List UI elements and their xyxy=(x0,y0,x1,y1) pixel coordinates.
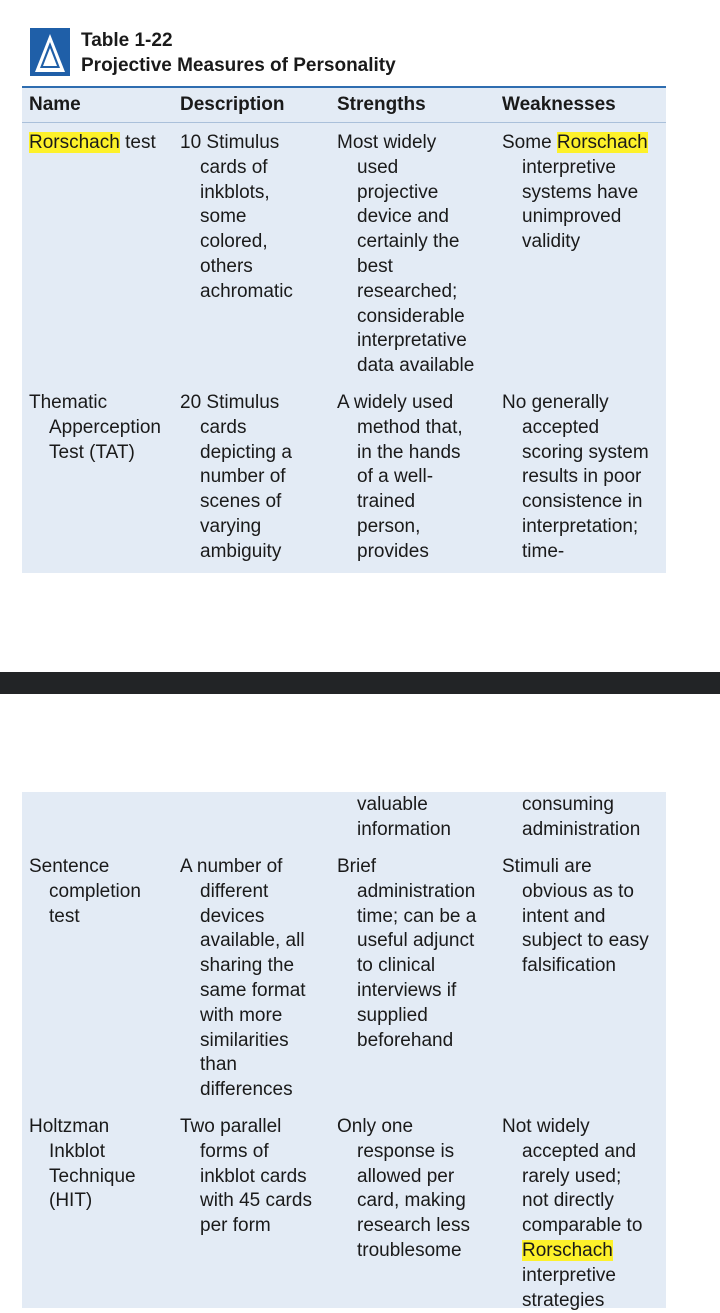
row-rorschach-weaknesses: Some Rorschach interpretive systems have unimproved validity xyxy=(502,132,648,253)
row-sentence-strengths: Brief administration time; can be a useful adjunct to clinical interviews if supplied beforehand xyxy=(337,856,477,1051)
row-rorschach-description: 10 Stimulus cards of inkblots, some colored, others achromatic xyxy=(180,132,293,302)
row-rorschach-strengths: Most widely used projective device and certainly the best researched; considerable interpretative data available xyxy=(337,132,475,377)
highlight: Rorschach xyxy=(29,132,120,153)
row-holtzman-weaknesses: Not widely accepted and rarely used; not directly comparable to Rorschach interpretive strategies xyxy=(502,1116,643,1311)
continuation-strengths: valuable information xyxy=(357,794,451,840)
highlight: Rorschach xyxy=(556,132,648,153)
highlight: Rorschach xyxy=(522,1239,613,1261)
table-logo-icon xyxy=(30,28,70,76)
header-description: Description xyxy=(180,94,285,115)
row-sentence-name: Sentence completion test xyxy=(29,856,141,927)
row-tat-weaknesses: No generally accepted scoring system results in poor consistence in interpretation; time- xyxy=(502,392,649,562)
header-weaknesses: Weaknesses xyxy=(502,94,616,115)
row-rorschach-name: Rorschach test xyxy=(29,132,156,153)
table-title: Projective Measures of Personality xyxy=(81,55,396,76)
page-divider xyxy=(0,672,720,694)
table-header-row xyxy=(22,88,666,123)
header-strengths: Strengths xyxy=(337,94,426,115)
row-tat-name: Thematic Apperception Test (TAT) xyxy=(29,392,161,463)
row-tat-description: 20 Stimulus cards depicting a number of scenes of varying ambiguity xyxy=(180,392,292,562)
header-name: Name xyxy=(29,94,81,115)
table-number: Table 1-22 xyxy=(81,30,173,51)
continuation-weaknesses: consuming administration xyxy=(522,794,641,840)
row-tat-strengths: A widely used method that, in the hands of a well- trained person, provides xyxy=(337,392,463,562)
row-holtzman-description: Two parallel forms of inkblot cards with 45 cards per form xyxy=(180,1116,312,1237)
table-caption xyxy=(30,28,670,78)
row-sentence-description: A number of different devices available, all sharing the same format with more similarities than differences xyxy=(180,856,306,1101)
cropped-previous-text xyxy=(40,0,44,9)
row-sentence-weaknesses: Stimuli are obvious as to intent and subject to easy falsification xyxy=(502,856,649,977)
row-holtzman-name: Holtzman Inkblot Technique (HIT) xyxy=(29,1116,136,1212)
row-holtzman-strengths: Only one response is allowed per card, making research less troublesome xyxy=(337,1116,470,1261)
